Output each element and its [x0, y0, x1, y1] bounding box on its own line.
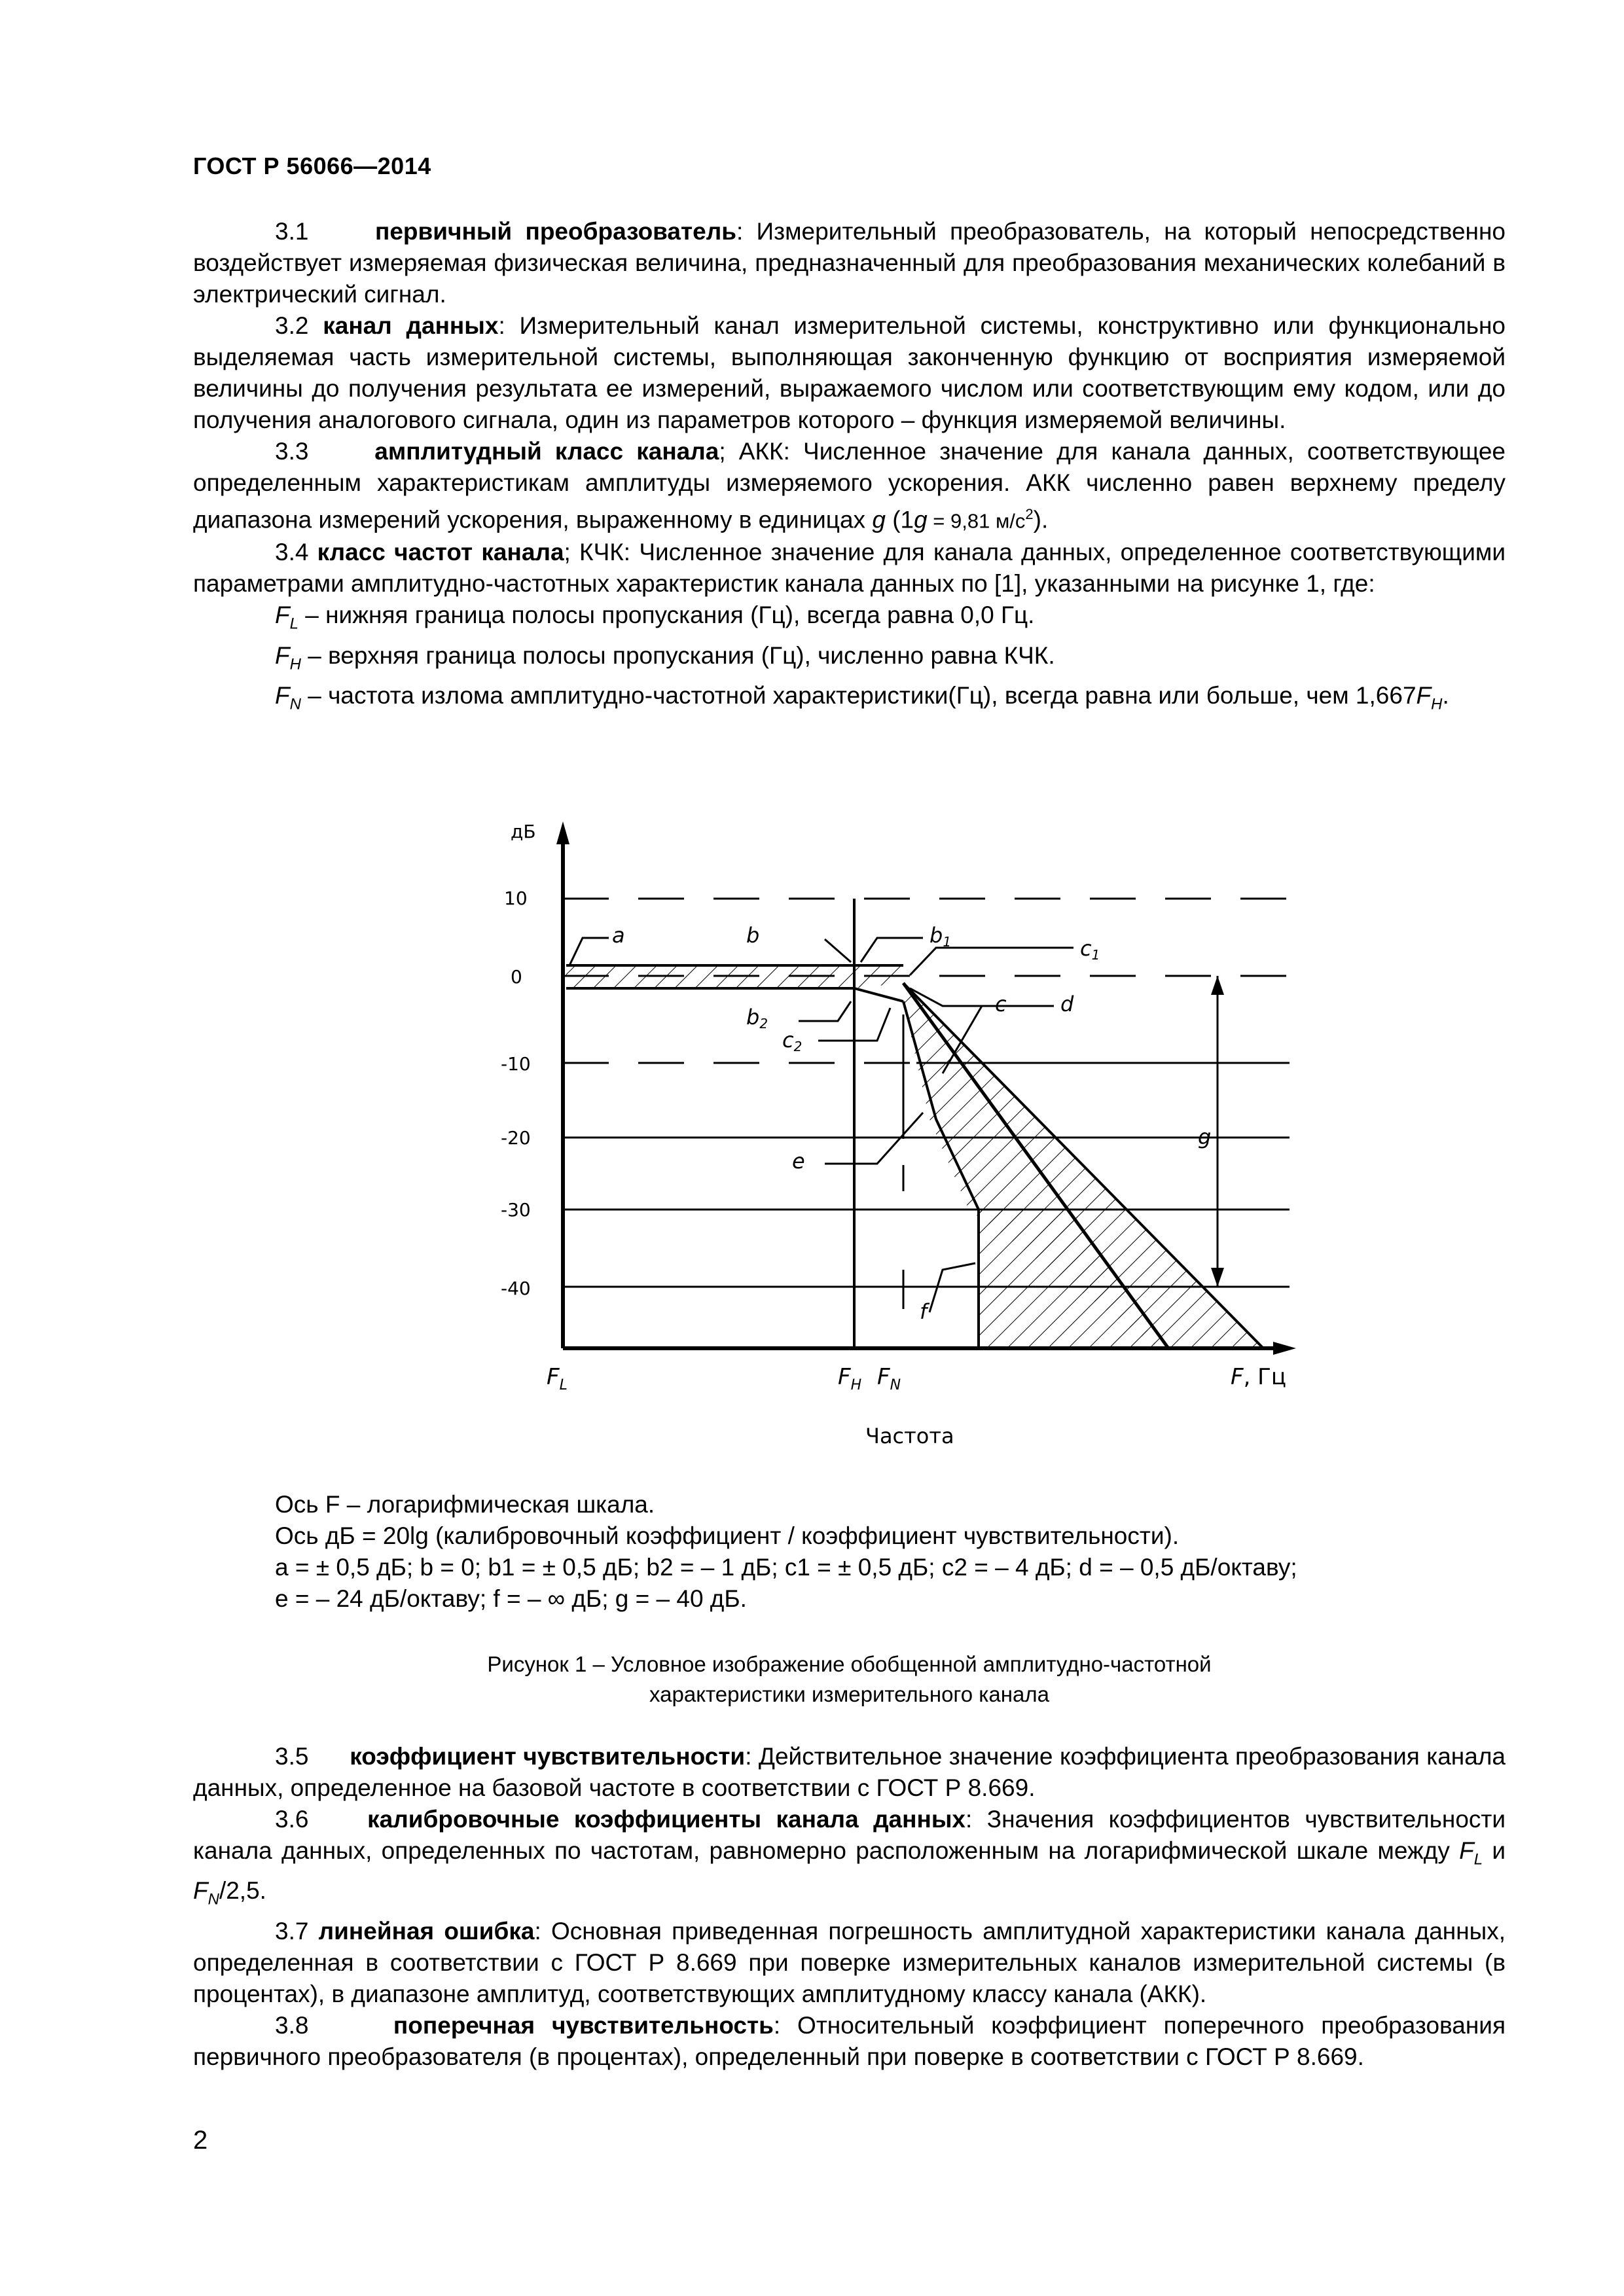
text-mid: и — [1483, 1837, 1506, 1864]
clause-number: 3.7 — [275, 1917, 309, 1945]
frequency-response-figure — [484, 812, 1316, 1469]
label-d: d — [1060, 992, 1074, 1016]
symbol-desc: – нижняя граница полосы пропускания (Гц), всегда равна 0,0 Гц. — [298, 601, 1035, 629]
definition-3-3 — [193, 436, 1506, 537]
g-paren: (1 — [885, 506, 914, 533]
caption-line-1: Рисунок 1 – Условное изображение обобщенной амплитудно-частотной — [487, 1652, 1212, 1676]
term: канал данных — [323, 312, 499, 339]
symbol-sub: H — [1431, 695, 1443, 713]
definitions-block-bottom — [193, 1741, 1506, 2073]
symbol-fh — [193, 640, 1506, 680]
x-tick-fl: $F_L$ — [547, 1364, 568, 1393]
label-b1: b1 — [929, 923, 952, 950]
definition-text: : Значения коэффициентов чувствительности канала данных, определенных по частотам, равномерно расположенным на логарифмической шкале между — [193, 1806, 1506, 1864]
term: коэффициент чувствительности — [350, 1743, 746, 1770]
band-a — [566, 965, 854, 988]
label-c2: c2 — [782, 1028, 803, 1054]
symbol-letter: F — [275, 682, 290, 709]
leader-b2 — [799, 1001, 851, 1021]
term: амплитудный класс канала — [374, 438, 719, 465]
definition-3-1 — [193, 216, 1506, 310]
leader-a — [569, 938, 609, 965]
definition-3-4 — [193, 537, 1506, 600]
document-header: ГОСТ Р 56066—2014 — [193, 152, 431, 179]
clause-number: 3.3 — [275, 438, 309, 465]
symbol-fn — [193, 680, 1506, 720]
definition-3-2 — [193, 310, 1506, 436]
definition-text: : Действительное значение коэффициента преобразования канала данных, определенное на базовой частоте в соответствии с ГОСТ Р 8.669. — [193, 1743, 1506, 1801]
definition-3-5 — [193, 1741, 1506, 1804]
g-arrow-bottom — [1211, 1268, 1224, 1287]
clause-number: 3.8 — [275, 2011, 309, 2039]
note-values-1: a = ± 0,5 дБ; b = 0; b1 = ± 0,5 дБ; b2 = – 1 дБ; c1 = ± 0,5 дБ; c2 = – 4 дБ; d = – 0,5 дБ/октаву; — [275, 1554, 1297, 1581]
label-f: f — [920, 1299, 928, 1324]
definition-text: ; КЧК: Численное значение для канала данных, определенное соответствующими параметрами амплитудно-частотных характеристик канала данных по [1], указанными на рисунке 1, где: — [193, 539, 1506, 598]
symbol-sub: L — [1473, 1850, 1483, 1869]
leader-c1 — [910, 948, 1074, 975]
y-tick-minus40: -40 — [501, 1278, 531, 1299]
term: линейная ошибка — [318, 1917, 535, 1945]
definition-3-7 — [193, 1916, 1506, 2010]
symbol-letter: F — [1459, 1837, 1474, 1864]
clause-number: 3.1 — [275, 218, 309, 245]
g-value: = 9,81 м/с — [927, 509, 1026, 533]
caption-line-2: характеристики измерительного канала — [649, 1682, 1049, 1706]
term: поперечная чувствительность — [393, 2011, 774, 2039]
symbol-sub: L — [289, 615, 298, 633]
frequency-response-diagram — [484, 812, 1316, 1466]
definition-text: : Относительный коэффициент поперечного преобразования первичного преобразователя (в процентах), определенный при поверке в соответствии с ГОСТ Р 8.669. — [193, 2011, 1506, 2070]
g-sup: 2 — [1025, 506, 1034, 522]
symbol-desc: – частота излома амплитудно-частотной характеристики(Гц), всегда равна или больше, чем 1,667 — [300, 682, 1416, 709]
x-unit-label: F, Гц — [1231, 1364, 1287, 1390]
g-arrow-top — [1211, 976, 1224, 995]
g-symbol: g — [872, 506, 886, 533]
figure-caption — [193, 1649, 1506, 1710]
definitions-block-top — [193, 216, 1506, 721]
g-symbol: g — [914, 506, 928, 533]
leader-b — [825, 939, 851, 962]
symbol-desc: – верхняя граница полосы пропускания (Гц), численно равна КЧК. — [300, 641, 1055, 669]
definition-text: : Основная приведенная погрешность амплитудной характеристики канала данных, определенная в соответствии с ГОСТ Р 8.669 при поверке измерительных каналов измерительной системы (в процентах), в диапазоне амплитуд, соответствующих амплитудному классу канала (АКК). — [193, 1917, 1506, 2007]
y-unit-label: дБ — [511, 821, 536, 842]
x-axis-arrow — [1273, 1342, 1296, 1355]
definition-3-6 — [193, 1804, 1506, 1916]
symbol-sub: N — [289, 695, 301, 713]
symbol-sub: H — [289, 655, 301, 673]
symbol-letter: F — [193, 1877, 208, 1905]
note-axis-f: Ось F – логарифмическая шкала. — [275, 1491, 655, 1518]
definition-text: : Измерительный канал измерительной системы, конструктивно или функционально выделяемая часть измерительной системы, выполняющая законченную функцию от восприятия измеряемой величины до получения результата ее измерений, выражаемого числом или соответствующим ему кодом, или до получения аналогового сигнала, один из параметров которого – функция измеряемой величины. — [193, 312, 1506, 433]
term: калибровочные коэффициенты канала данных — [367, 1806, 966, 1833]
symbol-letter: F — [275, 601, 290, 629]
definition-text: : Измерительный преобразователь, на который непосредственно воздействует измеряемая физическая величина, предназначенный для преобразования механических колебаний в электрический сигнал. — [193, 218, 1506, 308]
clause-number: 3.5 — [275, 1743, 309, 1770]
note-values-2: e = – 24 дБ/октаву; f = – ∞ дБ; g = – 40 дБ. — [275, 1585, 747, 1612]
y-tick-minus10: -10 — [501, 1053, 531, 1075]
symbol-end: . — [1442, 682, 1449, 709]
figure-notes — [275, 1489, 1506, 1615]
symbol-letter: F — [275, 641, 290, 669]
clause-number: 3.6 — [275, 1806, 309, 1833]
label-a: a — [612, 923, 625, 948]
term: класс частот канала — [317, 539, 564, 566]
leader-b1 — [861, 938, 923, 962]
text-end: /2,5. — [219, 1877, 266, 1905]
symbol-sub: N — [208, 1890, 219, 1909]
curve-a-lower — [566, 988, 903, 1001]
y-axis-arrow — [556, 821, 569, 844]
clause-number: 3.4 — [275, 539, 309, 566]
y-tick-minus30: -30 — [501, 1199, 531, 1221]
y-tick-minus20: -20 — [501, 1127, 531, 1149]
x-tick-fn: $F_N$ — [877, 1364, 901, 1393]
clause-number: 3.2 — [275, 312, 309, 339]
note-axis-db: Ось дБ = 20lg (калибровочный коэффициент / коэффициент чувствительности). — [275, 1522, 1180, 1549]
y-tick-0: 0 — [511, 966, 522, 988]
definition-text: ; АКК: Численное значение для канала данных, соответствующее определенным характеристикам амплитуды измеряемого ускорения. АКК численно равен верхнему пределу диапазона измерений ускорения, выраженному в единицах — [193, 438, 1506, 533]
label-b: b — [746, 923, 760, 948]
band-b1 — [854, 965, 903, 988]
label-g: g — [1198, 1124, 1212, 1149]
term: первичный преобразователь — [374, 218, 736, 245]
x-tick-fh: $F_H$ — [838, 1364, 862, 1393]
label-c: c — [995, 992, 1007, 1016]
label-c1: c1 — [1080, 936, 1100, 963]
label-e: e — [792, 1149, 805, 1174]
label-b2: b2 — [746, 1005, 768, 1031]
page-number: 2 — [193, 2126, 208, 2155]
symbol-fl — [193, 600, 1506, 639]
g-paren-close: ). — [1033, 506, 1049, 533]
x-axis-title: Частота — [865, 1424, 954, 1448]
definition-3-8 — [193, 2010, 1506, 2073]
symbol-letter: F — [1416, 682, 1432, 709]
y-tick-10: 10 — [504, 888, 528, 909]
